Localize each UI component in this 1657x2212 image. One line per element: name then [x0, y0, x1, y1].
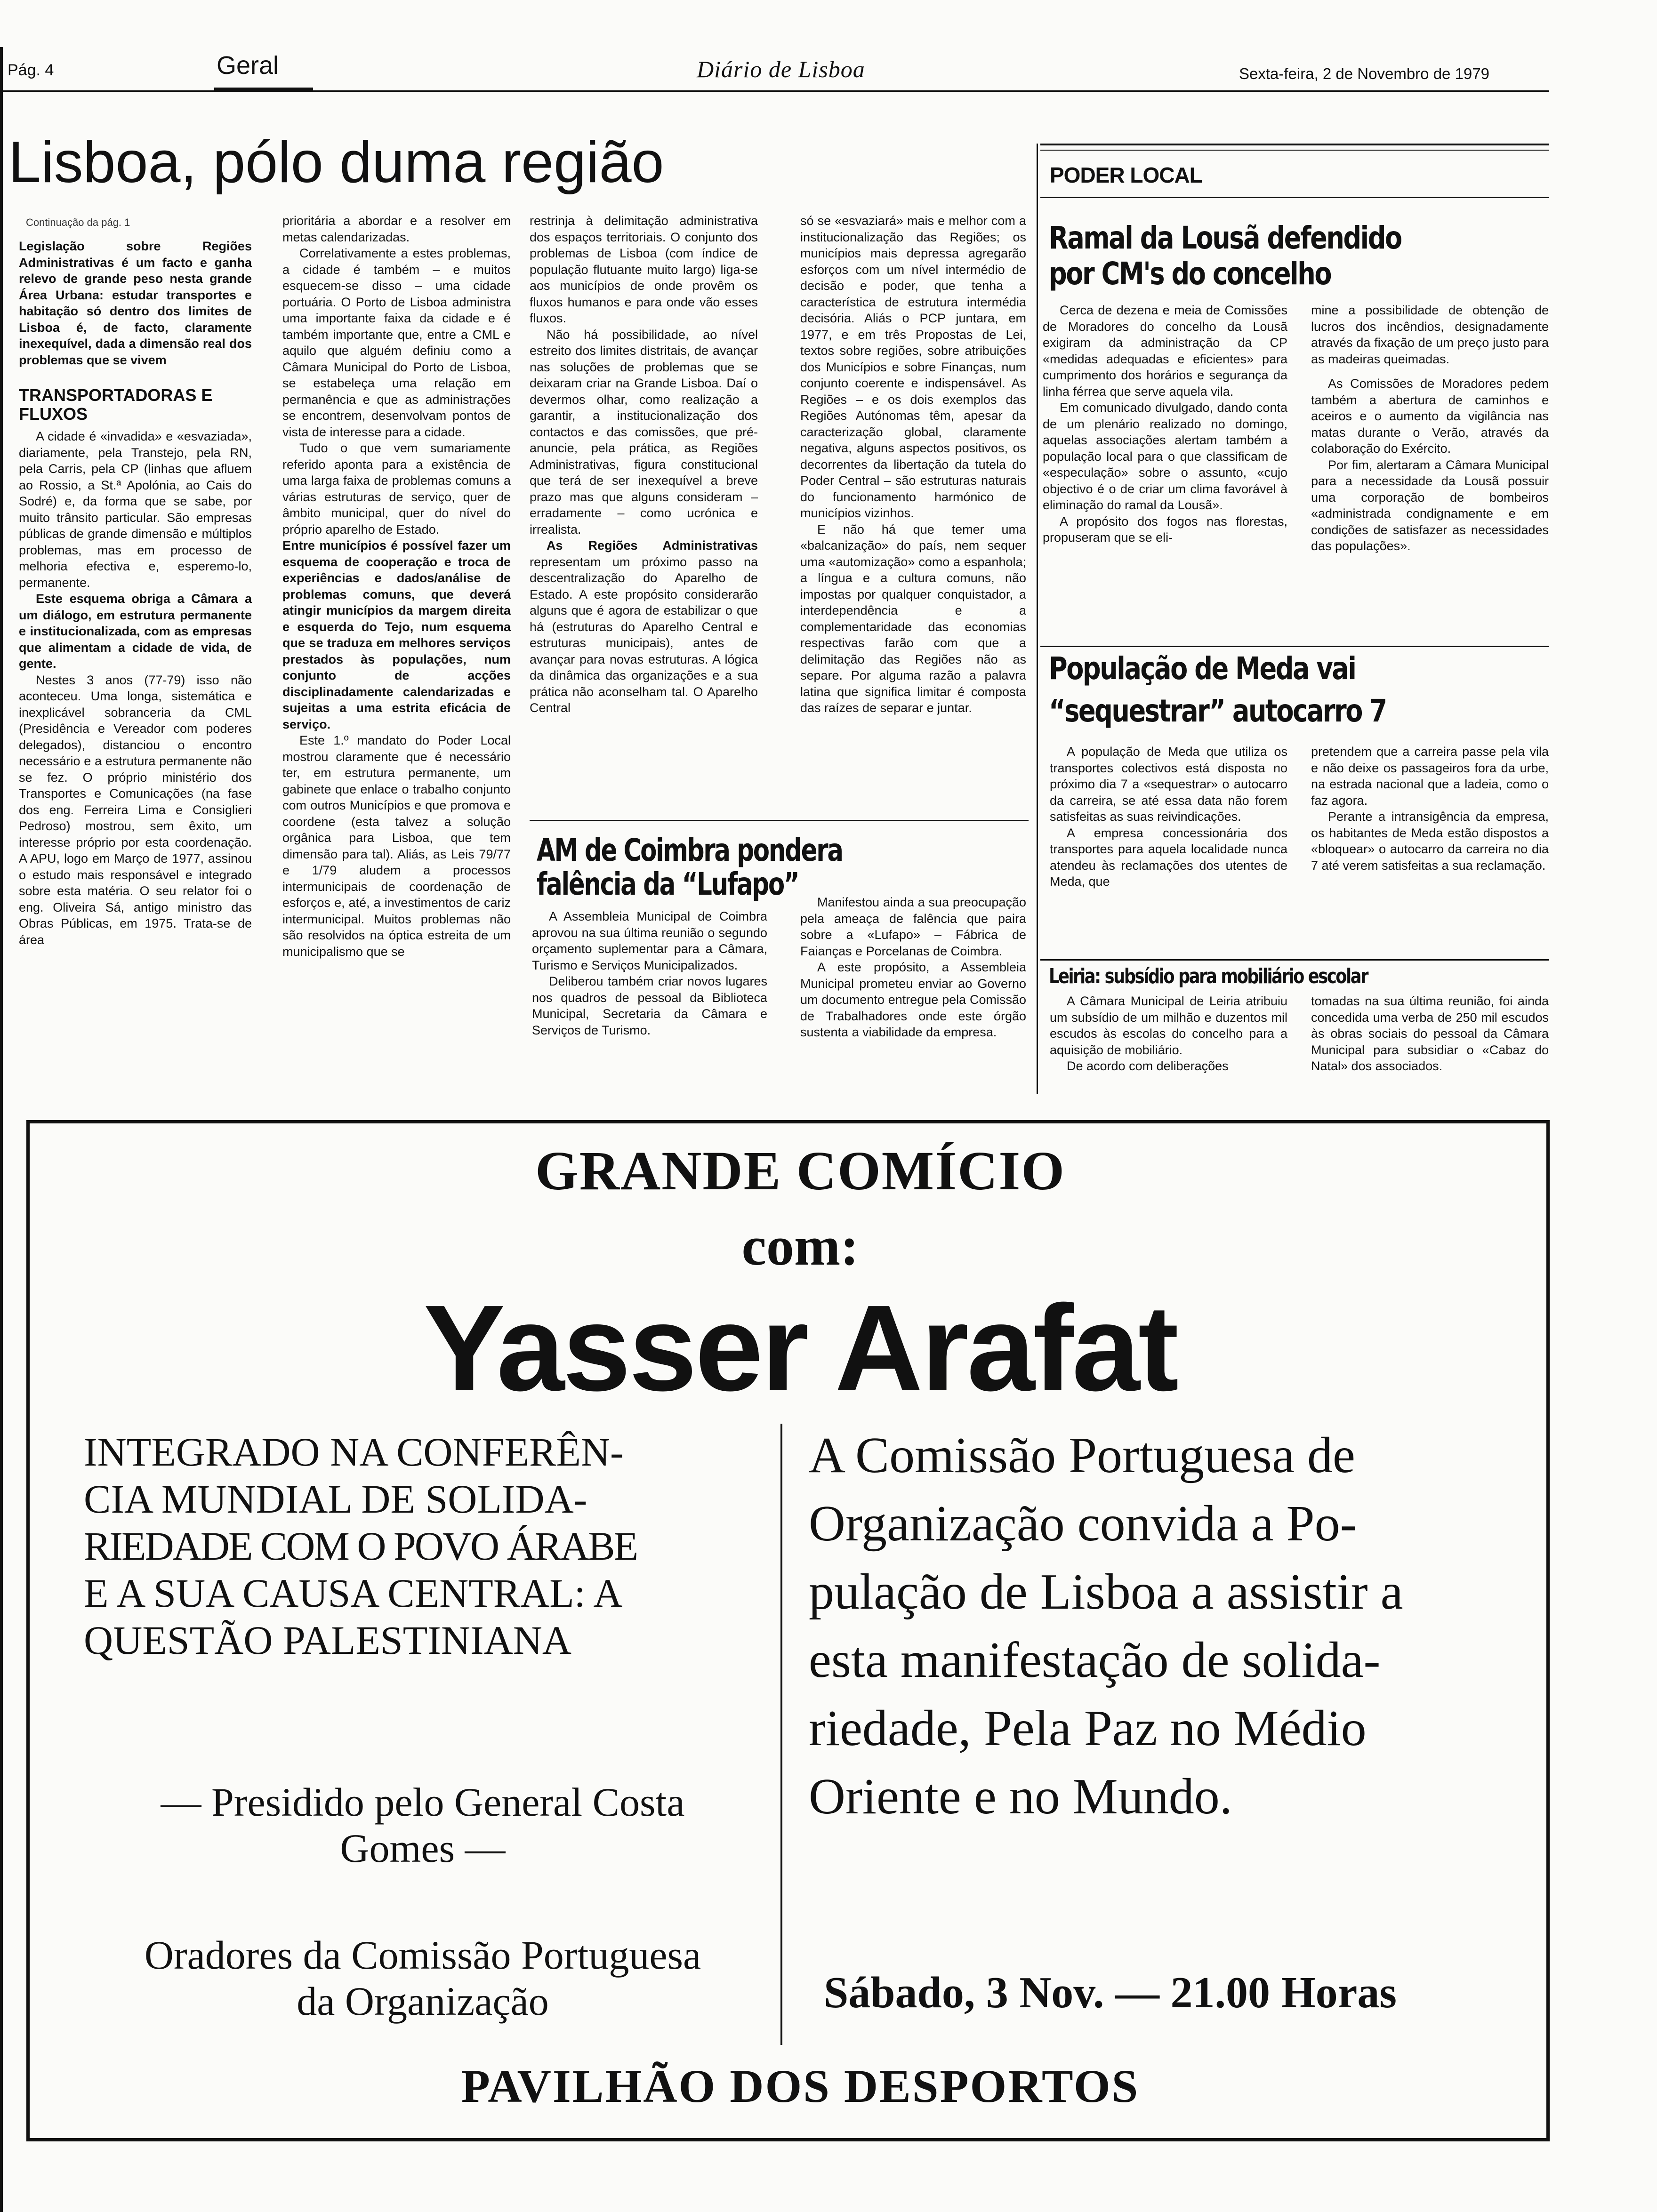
leiria-column-left: [1050, 993, 1287, 1074]
lousa-column-right: [1311, 302, 1549, 554]
article-paragraph: Este esquema obriga a Câmara a um diálogo, em estrutura permanente e institucionalizada, com as empresas que alimentam a cidade de vida, de gente.: [19, 592, 252, 671]
article-paragraph: Tudo o que vem sumariamente referido aponta para a existência de uma larga faixa de problemas comuns a várias estruturas de serviço, quer de âmbito municipal, quer do nível do próprio aparelho de Estado.: [282, 441, 511, 537]
meda-headline-line2: “sequestrar” autocarro 7: [1049, 693, 1386, 729]
ad-right-line: riedade, Pela Paz no Médio: [809, 1700, 1367, 1756]
coimbra-paragraph: Manifestou ainda a sua preocupação pela ameaça de falência que paira sobre a «Lufapo» – Fábrica de Faianças e Porcelanas de Coimbra.: [800, 895, 1026, 958]
coimbra-paragraph: Deliberou também criar novos lugares nos quadros de pessoal da Biblioteca Municipal, Secretaria da Câmara e Serviços de Turismo.: [532, 974, 767, 1037]
ad-left-line: QUESTÃO PALESTINIANA: [84, 1618, 571, 1663]
ad-date-time: Sábado, 3 Nov. — 21.00 Horas: [824, 1968, 1397, 2017]
ad-venue: PAVILHÃO DOS DESPORTOS: [461, 2060, 1140, 2112]
coimbra-headline-line2: falência da “Lufapo”: [537, 866, 799, 902]
lousa-headline-line2: por CM's do concelho: [1049, 256, 1331, 292]
ad-divider: [780, 1424, 782, 2045]
continuation-note: Continuação da pág. 1: [26, 216, 130, 228]
article-paragraph: prioritária a abordar e a resolver em metas calendarizadas.: [282, 214, 511, 244]
lousa-column-left: [1043, 302, 1287, 546]
header-rule: [0, 90, 1549, 92]
leiria-column-right: [1311, 993, 1549, 1074]
meda-column-left: [1050, 744, 1287, 890]
leiria-paragraph: tomadas na sua última reunião, foi ainda concedida uma verba de 250 mil escudos às obras sociais do pessoal da Câmara Municipal para subsidiar o «Cabaz do Natal» dos associados.: [1311, 994, 1549, 1073]
newspaper-name: Diário de Lisboa: [697, 56, 865, 82]
article-column-3: [530, 213, 758, 716]
leiria-paragraph: De acordo com deliberações: [1067, 1059, 1229, 1073]
ad-com: com:: [741, 1215, 859, 1277]
poder-local-label-rule: [1040, 197, 1549, 198]
article-paragraph: só se «esvaziará» mais e melhor com a institucionalização das Regiões; os municípios mais depressa agregarão esforços com um nível intermédio de decisão e poder, que tenha a característica de estrutura intermédia decisória. Aliás o PCP juntara, em 1977, e em três Propostas de Lei, textos sobre regiões, sobre atribuições dos Municípios e sobre Finanças, num conjunto coerente e indispensável. As Regiões – e os dois exemplos das Regiões Autónomas têm, apesar da caracterização global, claramente negativa, alguns aspectos positivos, os decorrentes da libertação da tutela do Poder Central – são estruturas naturais do funcionamento harmónico de municípios vizinhos.: [800, 214, 1026, 520]
meda-top-rule: [1040, 646, 1549, 647]
column-divider: [1037, 144, 1038, 1094]
main-headline: Lisboa, pólo duma região: [8, 130, 664, 195]
coimbra-box-top-rule: [530, 820, 1029, 821]
ad-right-line: pulação de Lisboa a assistir a: [809, 1564, 1403, 1620]
ad-presidido: [84, 1779, 762, 1871]
article-paragraph: Não há possibilidade, ao nível estreito dos limites distritais, de avançar nas soluções de problemas que se deixaram criar na Grande Lisboa. Daí o devermos olhar, como realização a garantir, a institucionalização dos contactos e das comissões, que pré-anuncie, pela prática, as Regiões Administrativas, figura constitucional que terá de ser inexequível a breve prazo mas que alguns consideram – erradamente – como ucrónica e irrealista.: [530, 327, 758, 537]
issue-date: Sexta-feira, 2 de Novembro de 1979: [1239, 65, 1489, 82]
leiria-top-rule: [1040, 959, 1549, 961]
ad-right-line: Oriente e no Mundo.: [809, 1769, 1232, 1825]
section-name: Geral: [217, 51, 279, 80]
coimbra-paragraph: A este propósito, a Assembleia Municipal prometeu enviar ao Governo um documento entregue pela Comissão de Trabalhadores onde este órgão sustenta a viabilidade da empresa.: [800, 960, 1026, 1039]
coimbra-headline-line1: AM de Coimbra pondera: [537, 832, 843, 868]
ad-oradores-line: da Organização: [297, 1979, 549, 2024]
article-paragraph: Este 1.º mandato do Poder Local mostrou claramente que é necessário ter, em estrutura permanente, um gabinete que enlace o trabalho conjunto com outros Municípios e que promova e coordene (esta talvez a solução orgânica para Lisboa, que tem dimensão para tal). Aliás, as Leis 79/77 e 1/79 aludem a processos intermunicipais de coordenação de esforços e, até, a investimentos de cariz intermunicipal. Muitos problemas não são resolvidos na óptica estreita de um municipalismo que se: [282, 733, 511, 959]
lousa-paragraph: Em comunicado divulgado, dando conta de um plenário realizado no domingo, aquelas associações alertam também a população local para o que classificam de «especulação» sobre o assunto, «cujo objectivo é o de criar um clima favorável à eliminação do ramal da Lousã».: [1043, 401, 1287, 512]
coimbra-column-left: [532, 908, 767, 1038]
article-column-2: [282, 213, 511, 960]
ad-grande-comicio: GRANDE COMÍCIO: [535, 1140, 1066, 1202]
lousa-paragraph: mine a possibilidade de obtenção de lucros dos incêndios, designadamente através da fixação de um preço justo para as madeiras queimadas.: [1311, 303, 1549, 366]
poder-local-top-rule-1: [1040, 144, 1549, 145]
ad-right-block: [809, 1421, 1403, 1831]
lousa-paragraph: A propósito dos fogos nas florestas, propuseram que se eli-: [1043, 514, 1287, 545]
ad-oradores: [84, 1932, 762, 2024]
page-number: Pág. 4: [8, 61, 54, 79]
ad-right-line: A Comissão Portuguesa de: [809, 1427, 1355, 1483]
ad-left-line: E A SUA CAUSA CENTRAL: A: [84, 1571, 623, 1616]
article-highlight: Entre municípios é possível fazer um esquema de cooperação e troca de experiências e dados/análise de problemas comuns, que deverá atingir municípios da margem direita e esquerda do Tejo, num esquema que se traduza em melhores serviços prestados às populações, num conjunto de acções disciplinadamente calendarizadas e sujeitas a uma estrita eficácia de serviço.: [282, 538, 511, 731]
ad-left-line: RIEDADE COM O POVO ÁRABE: [84, 1523, 637, 1569]
article-paragraph: A cidade é «invadida» e «esvaziada», diariamente, pela Transtejo, pela RN, pela Carris, pela CP (linhas que afluem ao Rossio, a St.ª Apolónia, ao Cais do Sodré) e, da forma que se sabe, por muito trânsito particular. São empresas públicas de grande dimensão e múltiplos problemas, mas em processo de melhoria efectiva e, esperemo-lo, permanente.: [19, 429, 252, 590]
ad-presidido-line: — Presidido pelo General Costa: [161, 1779, 685, 1825]
meda-paragraph: A empresa concessionária dos transportes para aquela localidade nunca atendeu às reclamações dos utentes de Meda, que: [1050, 825, 1287, 889]
ad-yasser-arafat: Yasser Arafat: [423, 1280, 1177, 1417]
ad-presidido-line: Gomes —: [340, 1826, 506, 1871]
article-paragraph: E não há que temer uma «balcanização» do país, nem sequer uma «automização» como a espanhola; a língua e a cultura comuns, não impostas por qualquer conquistador, a interdependência e a complementaridade das economias respectivas farão com que a delimitação das Regiões não as separe. Por alguma razão a palavra latina que significa limitar é composta das raízes de separar e juntar.: [800, 522, 1026, 715]
article-column-4: [800, 213, 1026, 716]
coimbra-column-right: [800, 894, 1026, 1041]
lousa-paragraph: As Comissões de Moradores pedem também a abertura de caminhos e aceiros e o aumento da vigilância nas matas durante o Verão, através da colaboração do Exército.: [1311, 377, 1549, 456]
meda-paragraph: Perante a intransigência da empresa, os habitantes de Meda estão dispostos a «bloquear» o autocarro da carreira no dia 7 até verem satisfeitas a sua reclamação.: [1311, 809, 1549, 873]
lousa-headline-line1: Ramal da Lousã defendido: [1049, 220, 1401, 256]
page-left-edge: [0, 47, 3, 2212]
poder-local-label: PODER LOCAL: [1050, 163, 1202, 187]
leiria-headline: Leiria: subsídio para mobiliário escolar: [1049, 964, 1368, 988]
article-column-1: [19, 238, 252, 948]
ad-right-line: esta manifestação de solida-: [809, 1632, 1381, 1688]
article-subheading: TRANSPORTADORAS E FLUXOS: [19, 385, 213, 424]
meda-column-right: [1311, 744, 1549, 874]
coimbra-paragraph: A Assembleia Municipal de Coimbra aprovou na sua última reunião o segundo orçamento suplementar para a Câmara, Turismo e Serviços Municipalizados.: [532, 909, 767, 972]
ad-left-block: [84, 1428, 637, 1664]
ad-oradores-line: Oradores da Comissão Portuguesa: [144, 1932, 701, 1978]
ad-left-line: INTEGRADO NA CONFERÊN-: [84, 1429, 624, 1475]
article-paragraph: Nestes 3 anos (77-79) isso não aconteceu. Uma longa, sistemática e inexplicável sobranceria da CML (Presidência e Vereador com poderes delegados), distanciou o encontro necessário e a estrutura permanente não se fez. O próprio ministério dos Transportes e Comunicações (na fase dos eng. Ferreira Lima e Consiglieri Pedroso) mostrou, sem êxito, um interesse próprio por esta coordenação. A APU, logo em Março de 1977, assinou o estudo mais responsável e integrado sobre esta matéria. O seu relator foi o eng. Oliveira Sá, antigo ministro das Obras Públicas, em 1975. Trata-se de área: [19, 673, 252, 947]
poder-local-top-rule-2: [1040, 150, 1549, 151]
meda-paragraph: pretendem que a carreira passe pela vila e não deixe os passageiros fora da urbe, na estrada nacional que a ladeia, como o faz agora.: [1311, 745, 1549, 808]
lousa-paragraph: Por fim, alertaram a Câmara Municipal para a necessidade da Lousã possuir uma corporação de bombeiros «administrada condignamente e em condições de satisfazer as necessidades das populações».: [1311, 457, 1549, 553]
lousa-paragraph: Cerca de dezena e meia de Comissões de Moradores do concelho da Lousã exigiram da administração da CP «medidas adequadas e eficientes» para cumprimento dos horários e segurança da linha férrea que serve aquela vila.: [1043, 303, 1287, 399]
article-paragraph: restrinja à delimitação administrativa dos espaços territoriais. O conjunto dos problemas de Lisboa (com índice de população flutuante muito largo) liga-se aos municípios de onde provêm os fluxos humanos e para onde vão esses fluxos.: [530, 214, 758, 325]
article-lead: Legislação sobre Regiões Administrativas é um facto e ganha relevo de grande peso nesta grande Área Urbana: estudar transportes e habitação só dentro dos limites de Lisboa é, de facto, claramente inexequível, dada a dimensão real dos problemas que se vivem: [19, 239, 252, 367]
ad-left-line: CIA MUNDIAL DE SOLIDA-: [84, 1476, 587, 1522]
ad-right-line: Organização convida a Po-: [809, 1496, 1357, 1552]
article-paragraph: Correlativamente a estes problemas, a cidade é também – e muitos esquecem-se disso – uma cidade portuária. O Porto de Lisboa administra uma importante faixa da cidade e é também importante que, entre a CML e aquilo que alguém definiu como a Câmara Municipal do Porto de Lisboa, se estabeleça uma relação em permanência e que as administrações se encontrem, desenvolvam pontos de vista de interesse para a cidade.: [282, 246, 511, 439]
article-paragraph: As Regiões Administrativas representam um próximo passo na descentralização do Aparelho de Estado. A este propósito considerarão alguns que é agora de estabilizar o que há (estruturas do Aparelho Central e estruturas municipais), antes de avançar para novas estruturas. A lógica da dinâmica das organizações e a sua prática não aconselham tal. O Aparelho Central: [530, 538, 758, 715]
leiria-paragraph: A Câmara Municipal de Leiria atribuiu um subsídio de um milhão e duzentos mil escudos às escolas do concelho para a aquisição de mobiliário.: [1050, 994, 1287, 1057]
meda-headline-line1: População de Meda vai: [1049, 650, 1356, 687]
meda-paragraph: A população de Meda que utiliza os transportes colectivos está disposta no próximo dia 7 a «sequestrar» o autocarro da carreira, se até essa data não forem satisfeitas as suas reivindicações.: [1050, 745, 1287, 824]
